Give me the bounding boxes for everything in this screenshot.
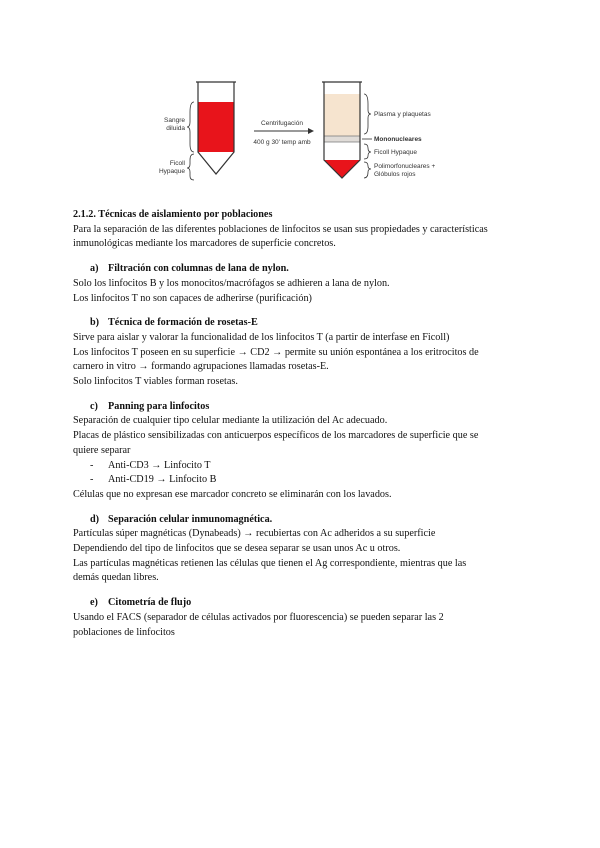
subsection-c-line-4: Células que no expresan ese marcador concreto se eliminarán con los lavados. xyxy=(73,488,392,500)
subsection-a-letter: a) xyxy=(90,263,99,275)
intro-line-1: Para la separación de las diferentes poblaciones de linfocitos se usan sus propiedades y características xyxy=(73,223,488,235)
subsection-b-line-2: Los linfocitos T poseen en su superficie → CD2 → permite su unión espontánea a los eritrocitos de xyxy=(73,346,479,358)
ficoll-label-2: Hypaque xyxy=(158,168,185,175)
red-cells-layer xyxy=(324,160,360,178)
subsection-e-line-2: poblaciones de linfocitos xyxy=(73,626,175,638)
centrifugation-conditions: 400 g 30' temp amb xyxy=(253,139,311,146)
subsection-c-heading: Panning para linfocitos xyxy=(108,400,210,412)
subsection-a-title xyxy=(73,262,533,277)
subsection-e-heading: Citometría de flujo xyxy=(108,597,192,609)
ficoll-label-1: Ficoll xyxy=(169,160,185,167)
plasma-label: Plasma y plaquetas xyxy=(374,111,431,118)
right-tube xyxy=(322,82,362,178)
subsection-d-line-3: Las partículas magnéticas retienen las células que tienen el Ag correspondiente, mientras que las xyxy=(73,557,467,569)
subsection-c-line-2: Placas de plástico sensibilizadas con anticuerpos específicos de los marcadores de superficie que se xyxy=(73,430,479,442)
polymorphonuclear-label-2: Glóbulos rojos xyxy=(374,171,416,178)
centrifugation-figure xyxy=(158,74,458,192)
subsection-e-line-1: Usando el FACS (separador de células activados por fluorescencia) se pueden separar las 2 xyxy=(73,611,444,623)
subsection-b-title xyxy=(73,316,533,331)
subsection-e-title xyxy=(73,596,533,611)
mononuclear-layer xyxy=(324,136,360,142)
intro-line-2: inmunológicas mediante los marcadores de superficie concretos. xyxy=(73,238,336,250)
diluted-blood-label-1: Sangre xyxy=(164,117,185,124)
subsection-b-line-3: carnero in vitro → formando agrupaciones llamadas rosetas-E. xyxy=(73,361,329,373)
subsection-d-line-1: Partículas súper magnéticas (Dynabeads) → recubiertas con Ac adheridos a su superficie xyxy=(73,528,436,540)
subsection-c-line-3: quiere separar xyxy=(73,444,131,456)
ficoll-hypaque-label: Ficoll Hypaque xyxy=(374,149,417,156)
mononuclear-label: Mononucleares xyxy=(374,136,422,143)
subsection-d-heading: Separación celular inmunomagnética. xyxy=(108,513,273,525)
list-item xyxy=(73,459,533,474)
centrifugation-diagram xyxy=(158,74,458,192)
subsection-b-letter: b) xyxy=(90,317,100,329)
list-dash: - xyxy=(90,459,94,471)
list-item xyxy=(73,473,533,488)
left-tube xyxy=(196,82,236,174)
document-body xyxy=(73,208,533,640)
subsection-d-line-2: Dependiendo del tipo de linfocitos que se desea separar se usan unos Ac u otros. xyxy=(73,543,401,555)
diluted-blood-layer xyxy=(198,102,234,152)
section-heading: 2.1.2. Técnicas de aislamiento por poblaciones xyxy=(73,209,273,220)
subsection-c-line-1: Separación de cualquier tipo celular mediante la utilización del Ac adecuado. xyxy=(73,415,388,427)
subsection-a-line-2: Los linfocitos T no son capaces de adherirse (purificación) xyxy=(73,292,312,304)
subsection-c-letter: c) xyxy=(90,400,98,412)
diluted-blood-label-2: diluida xyxy=(166,125,185,132)
subsection-b-line-1: Sirve para aislar y valorar la funcionalidad de los linfocitos T (a partir de interfase en Ficoll) xyxy=(73,331,450,343)
subsection-d-title xyxy=(73,513,533,528)
subsection-a-heading: Filtración con columnas de lana de nylon. xyxy=(108,263,289,275)
plasma-layer xyxy=(324,94,360,136)
list-item-text: Anti-CD3 → Linfocito T xyxy=(108,459,211,471)
subsection-c-title xyxy=(73,400,533,415)
subsection-b-line-4: Solo linfocitos T viables forman rosetas. xyxy=(73,376,238,388)
subsection-d-line-4: demás quedan libres. xyxy=(73,572,159,584)
subsection-d-letter: d) xyxy=(90,513,100,525)
subsection-a-line-1: Solo los linfocitos B y los monocitos/macrófagos se adhieren a lana de nylon. xyxy=(73,277,390,289)
list-item-text: Anti-CD19 → Linfocito B xyxy=(108,474,217,486)
subsection-b-heading: Técnica de formación de rosetas-E xyxy=(108,317,258,329)
polymorphonuclear-label-1: Polimorfonucleares + xyxy=(374,163,436,170)
subsection-e-letter: e) xyxy=(90,597,98,609)
centrifugation-label: Centrifugación xyxy=(261,120,303,127)
list-dash: - xyxy=(90,474,94,486)
